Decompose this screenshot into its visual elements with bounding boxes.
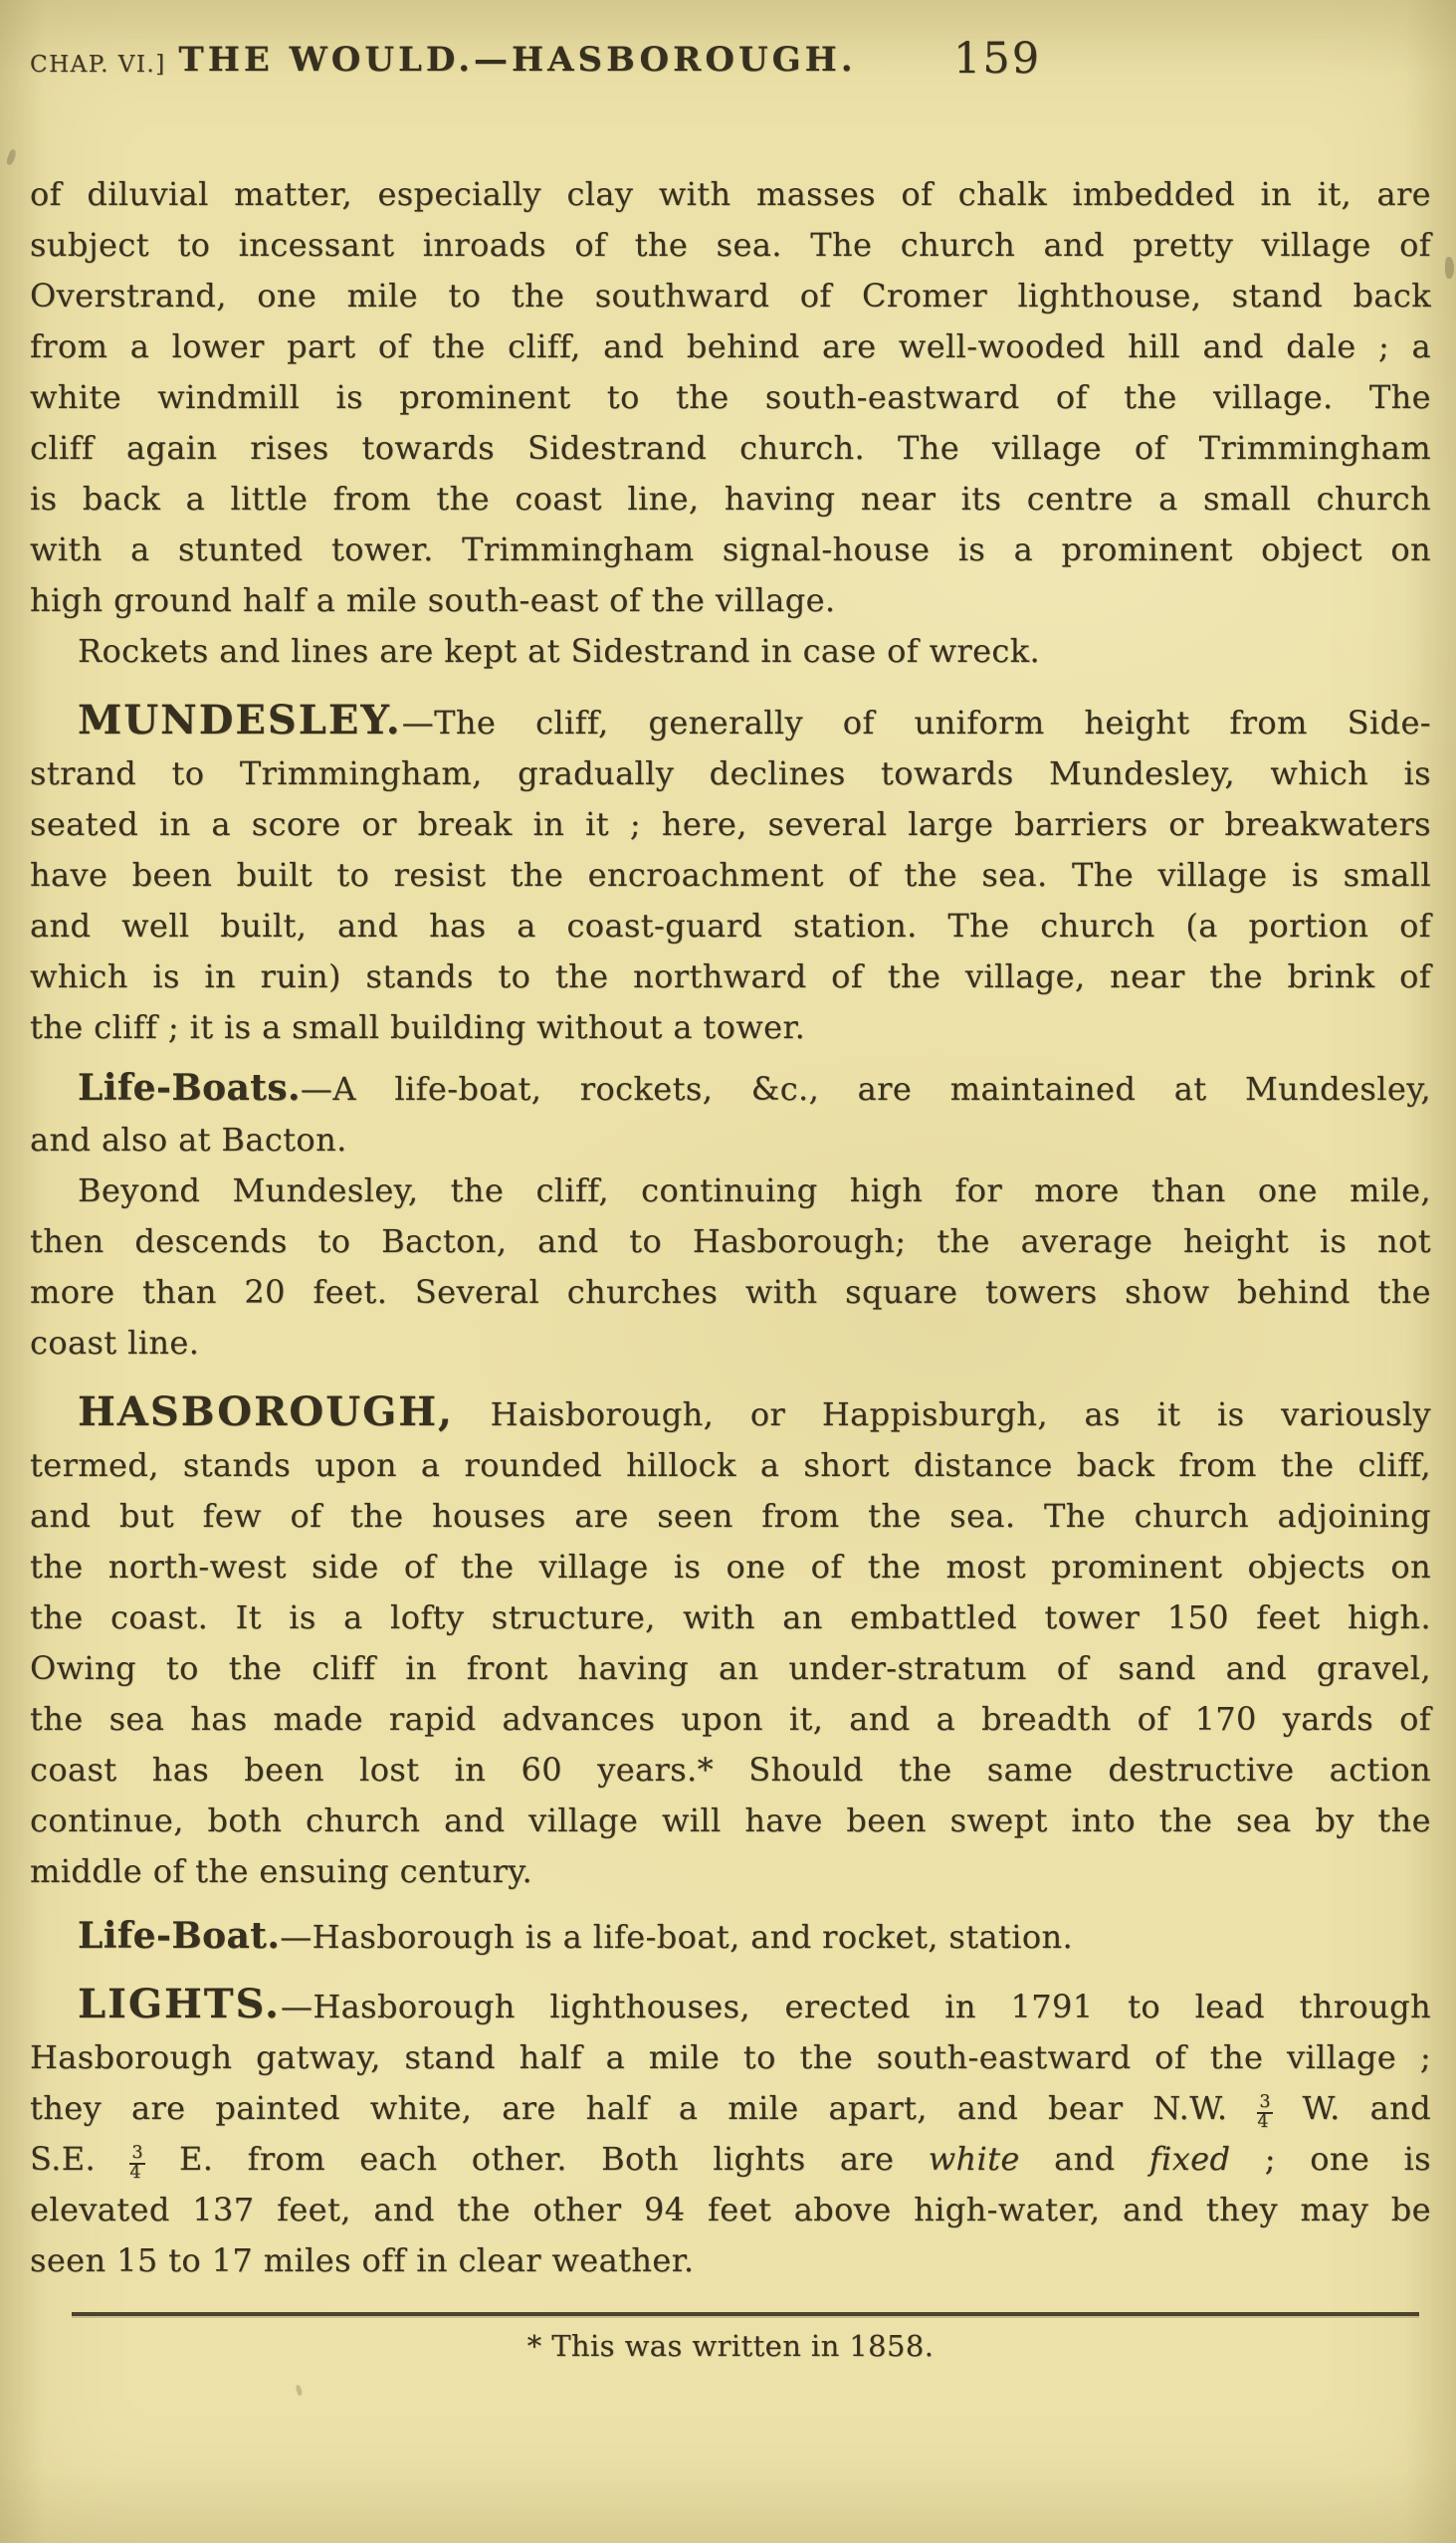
fraction: $\frac{3}{4}$ <box>1257 2091 1271 2132</box>
text-line <box>30 169 1431 220</box>
text-segment: E. from each other. Both lights are <box>144 2140 929 2178</box>
text-segment: more than 20 feet. Several churches with square towers show behind the <box>30 1273 1431 1311</box>
subsection-heading: Life-Boats. <box>78 1067 301 1109</box>
text-line <box>30 1115 1431 1166</box>
text-segment: —Hasborough is a life-boat, and rocket, station. <box>280 1918 1074 1956</box>
text-line <box>30 1267 1431 1318</box>
section-heading: HASBOROUGH, <box>78 1388 454 1435</box>
text-segment: S.E. <box>30 2140 130 2178</box>
text-line <box>30 220 1431 271</box>
beyond-mundesley <box>30 1166 1431 1369</box>
text-line <box>30 1979 1431 2032</box>
text-segment: strand to Trimmingham, gradually declines towards Mundesley, which is <box>30 754 1431 792</box>
text-line <box>30 1592 1431 1643</box>
text-segment: seen 15 to 17 miles off in clear weather. <box>30 2241 695 2279</box>
text-segment: —A life-boat, rockets, &c., are maintained at Mundesley, <box>300 1070 1431 1108</box>
text-line <box>30 901 1431 952</box>
text-segment: coast line. <box>30 1324 200 1362</box>
chapter-label: CHAP. VI.] <box>30 52 166 78</box>
text-line <box>30 1063 1431 1115</box>
text-segment: of diluvial matter, especially clay with masses of chalk imbedded in it, are <box>30 175 1431 213</box>
text-line <box>30 2235 1431 2286</box>
subsection-heading: Life-Boat. <box>78 1915 281 1957</box>
text-segment: and also at Bacton. <box>30 1121 347 1159</box>
text-line <box>30 525 1431 575</box>
text-line <box>30 372 1431 423</box>
text-segment: with a stunted tower. Trimmingham signal-house is a prominent object on <box>30 530 1431 568</box>
section-heading: LIGHTS. <box>78 1981 281 2027</box>
text-segment: the cliff ; it is a small building without a tower. <box>30 1008 806 1046</box>
text-segment: subject to incessant inroads of the sea. The church and pretty village of <box>30 226 1431 264</box>
text-segment: Owing to the cliff in front having an under-stratum of sand and gravel, <box>30 1649 1431 1687</box>
text-segment: and but few of the houses are seen from the sea. The church adjoining <box>30 1497 1431 1535</box>
text-line <box>30 1796 1431 1846</box>
life-boat-note <box>30 1911 1431 1963</box>
text-segment: which is in ruin) stands to the northward of the village, near the brink of <box>30 957 1431 995</box>
text-segment: white windmill is prominent to the south-eastward of the village. The <box>30 378 1431 416</box>
text-segment: the coast. It is a lofty structure, with an embattled tower 150 feet high. <box>30 1598 1431 1636</box>
mundesley-section <box>30 695 1431 1053</box>
text-line <box>30 474 1431 525</box>
text-segment: and well built, and has a coast-guard station. The church (a portion of <box>30 907 1431 945</box>
text-line <box>30 748 1431 799</box>
text-line <box>30 1216 1431 1267</box>
text-line <box>30 850 1431 901</box>
text-segment: —Hasborough lighthouses, erected in 1791 to lead through <box>280 1988 1431 2025</box>
text-segment: cliff again rises towards Sidestrand church. The village of Trimmingham <box>30 429 1431 467</box>
text-segment: Hasborough gatway, stand half a mile to the south-eastward of the village ; <box>30 2038 1431 2076</box>
page-number: 159 <box>953 34 1042 84</box>
text-line <box>30 1643 1431 1694</box>
text-segment: termed, stands upon a rounded hillock a short distance back from the cliff, <box>30 1446 1431 1484</box>
section-heading: MUNDESLEY. <box>78 697 402 743</box>
text-line <box>30 1491 1431 1542</box>
text-segment: the north-west side of the village is one of the most prominent objects on <box>30 1548 1431 1586</box>
text-segment: ; one is <box>1230 2140 1432 2178</box>
text-line <box>30 423 1431 474</box>
text-segment: high ground half a mile south-east of the village. <box>30 581 836 619</box>
text-segment: is back a little from the coast line, having near its centre a small church <box>30 480 1431 518</box>
paper-speckle <box>296 2385 304 2397</box>
text-line <box>30 1694 1431 1745</box>
italic-text: white <box>928 2140 1020 2178</box>
text-segment: have been built to resist the encroachment of the sea. The village is small <box>30 856 1431 894</box>
text-line <box>30 695 1431 748</box>
life-boats-note <box>30 1063 1431 1166</box>
text-line <box>30 1542 1431 1592</box>
text-segment: W. and <box>1272 2089 1431 2127</box>
text-line <box>30 799 1431 850</box>
intro-continuation <box>30 169 1431 626</box>
footnote-rule <box>72 2312 1419 2316</box>
text-line <box>30 2134 1431 2185</box>
text-segment: they are painted white, are half a mile apart, and bear N.W. <box>30 2089 1258 2127</box>
text-line <box>30 1911 1431 1963</box>
lights-section <box>30 1979 1431 2286</box>
text-line <box>30 321 1431 372</box>
text-segment: Rockets and lines are kept at Sidestrand in case of wreck. <box>78 632 1041 670</box>
text-segment: continue, both church and village will have been swept into the sea by the <box>30 1801 1431 1839</box>
text-line <box>30 1386 1431 1440</box>
footnote-text: * This was written in 1858. <box>526 2329 935 2363</box>
page-body <box>30 169 1431 2366</box>
paper-speckle <box>5 148 17 165</box>
text-line <box>30 952 1431 1002</box>
text-line <box>30 1166 1431 1216</box>
text-segment: then descends to Bacton, and to Hasborough; the average height is not <box>30 1222 1431 1260</box>
text-line <box>30 271 1431 321</box>
text-segment: coast has been lost in 60 years.* Should the same destructive action <box>30 1751 1431 1789</box>
text-line <box>30 2185 1431 2235</box>
hasborough-section <box>30 1386 1431 1897</box>
text-line <box>30 575 1431 626</box>
text-line <box>30 626 1431 677</box>
italic-text: fixed <box>1148 2140 1231 2178</box>
text-segment: and <box>1019 2140 1149 2178</box>
text-line <box>30 1002 1431 1053</box>
text-line <box>30 2032 1431 2083</box>
text-segment: middle of the ensuing century. <box>30 1852 533 1890</box>
text-line <box>30 2083 1431 2134</box>
text-segment: the sea has made rapid advances upon it, and a breadth of 170 yards of <box>30 1700 1431 1738</box>
text-line <box>30 1440 1431 1491</box>
footnote-block <box>30 2312 1431 2366</box>
text-line <box>30 1745 1431 1796</box>
text-line <box>30 1318 1431 1369</box>
rockets-note <box>30 626 1431 677</box>
text-segment: elevated 137 feet, and the other 94 feet above high-water, and they may be <box>30 2191 1431 2228</box>
text-segment: Overstrand, one mile to the southward of Cromer lighthouse, stand back <box>30 277 1431 315</box>
text-segment: Beyond Mundesley, the cliff, continuing high for more than one mile, <box>78 1171 1431 1209</box>
text-segment: seated in a score or break in it ; here, several large barriers or breakwaters <box>30 805 1431 843</box>
fraction: $\frac{3}{4}$ <box>129 2142 143 2183</box>
paper-speckle <box>1445 257 1454 279</box>
text-segment: from a lower part of the cliff, and behind are well-wooded hill and dale ; a <box>30 327 1431 365</box>
text-segment: Haisborough, or Happisburgh, as it is variously <box>453 1395 1431 1433</box>
text-line <box>30 1846 1431 1897</box>
text-segment: —The cliff, generally of uniform height from Side- <box>401 704 1431 742</box>
running-title: THE WOULD.—HASBOROUGH. <box>178 40 857 80</box>
